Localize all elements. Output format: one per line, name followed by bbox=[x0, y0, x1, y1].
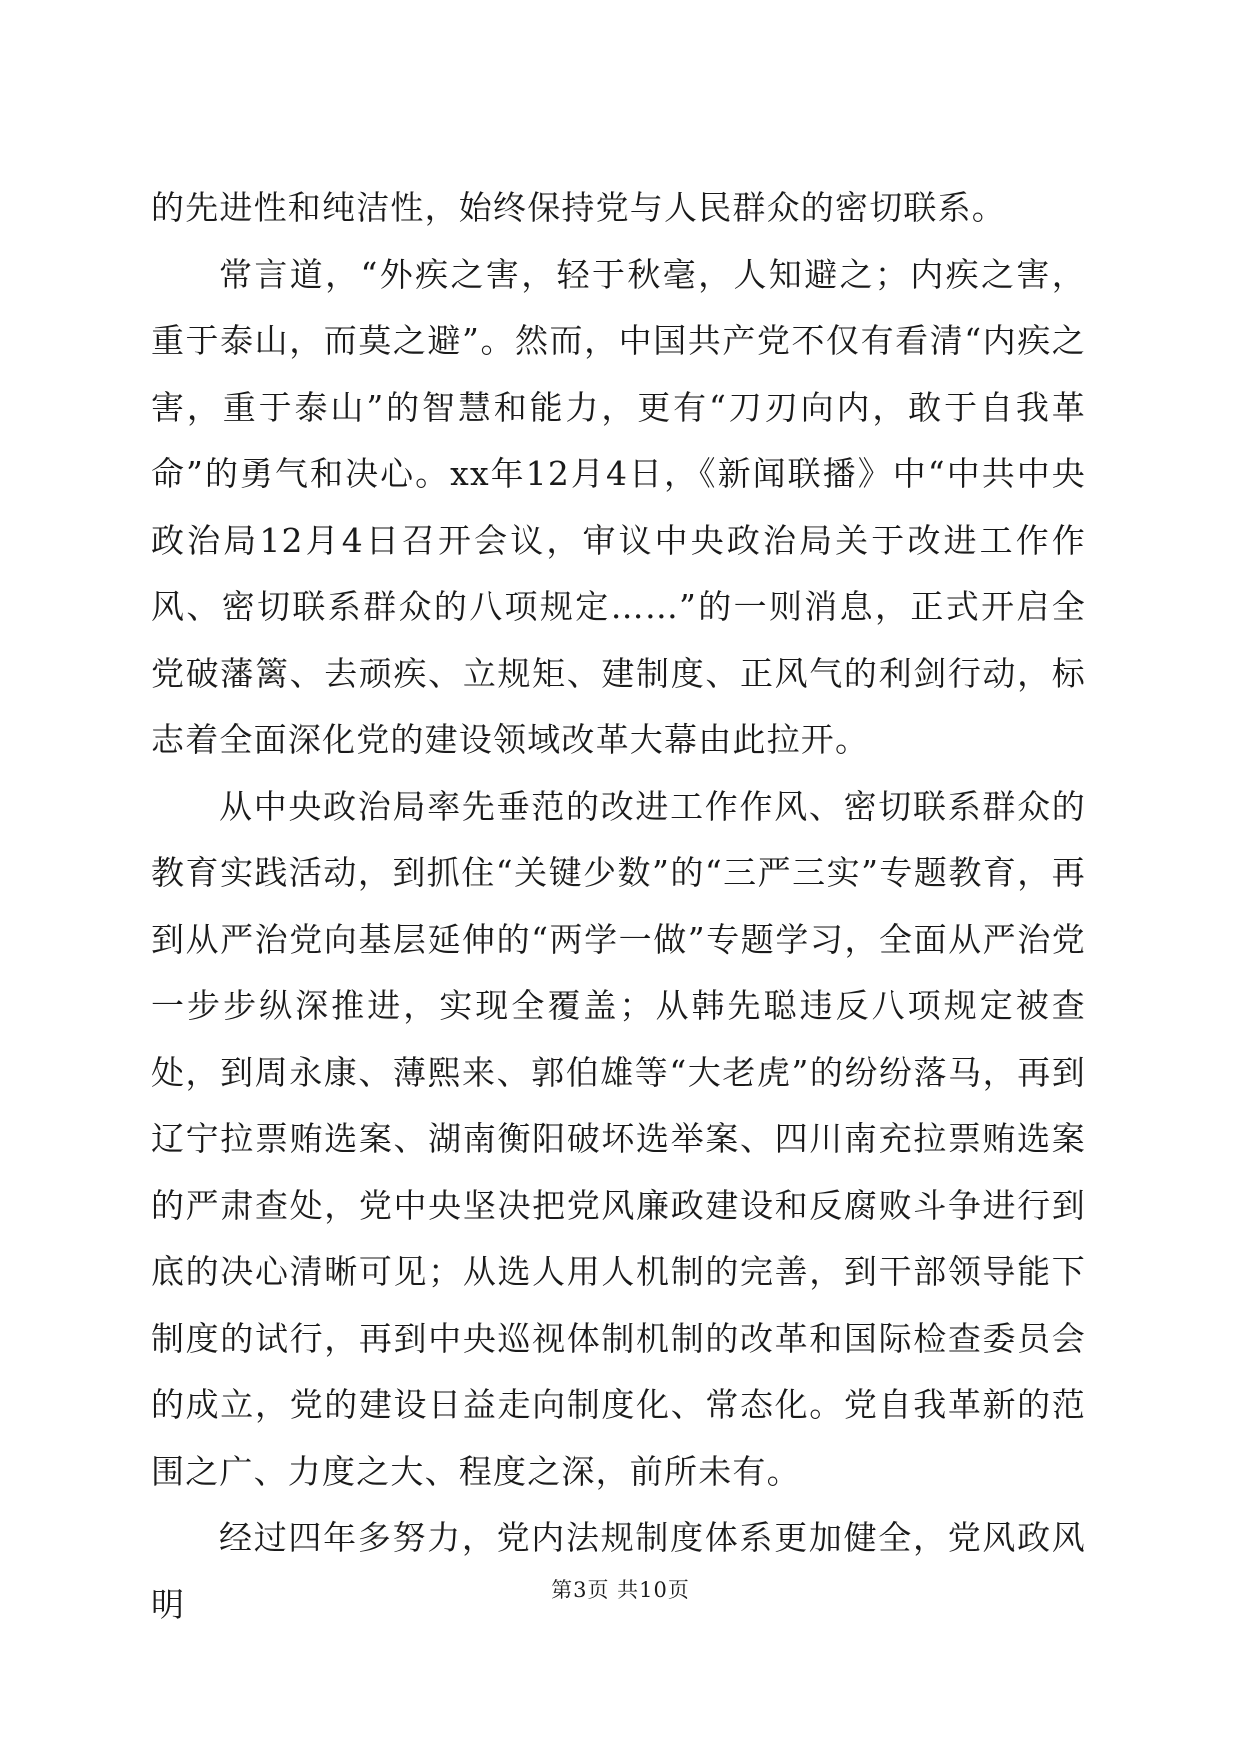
paragraph-1: 的先进性和纯洁性，始终保持党与人民群众的密切联系。 bbox=[151, 188, 1006, 227]
document-body bbox=[151, 175, 1086, 1638]
page-footer bbox=[0, 1575, 1241, 1605]
paragraph-3: 从中央政治局率先垂范的改进工作作风、密切联系群众的教育实践活动，到抓住“关键少数”的“三严三实”专题教育，再到从严治党向基层延伸的“两学一做”专题学习，全面从严治党一步步纵深推进，实现全覆盖；从韩先聪违反八项规定被查处，到周永康、薄熙来、郭伯雄等“大老虎”的纷纷落马，再到辽宁拉票贿选案、湖南衡阳破坏选举案、四川南充拉票贿选案的严肃查处，党中央坚决把党风廉政建设和反腐败斗争进行到底的决心清晰可见；从选人用人机制的完善，到干部领导能下制度的试行，再到中央巡视体制机制的改革和国际检查委员会的成立，党的建设日益走向制度化、常态化。党自我革新的范围之广、力度之大、程度之深，前所未有。 bbox=[151, 786, 1086, 1491]
paragraph-4: 经过四年多努力，党内法规制度体系更加健全，党风政风明 bbox=[151, 1518, 1086, 1624]
paragraph-2: 常言道，“外疾之害，轻于秋毫，人知避之；内疾之害，重于泰山，而莫之避”。然而，中国共产党不仅有看清“内疾之害，重于泰山”的智慧和能力，更有“刀刃向内，敢于自我革命”的勇气和决心。xx年12月4日，《新闻联播》中“中共中央政治局12月4日召开会议，审议中央政治局关于改进工作作风、密切联系群众的八项规定……”的一则消息，正式开启全党破藩篱、去顽疾、立规矩、建制度、正风气的利剑行动，标志着全面深化党的建设领域改革大幕由此拉开。 bbox=[151, 254, 1086, 759]
page-number: 第3页 共10页 bbox=[551, 1578, 690, 1602]
